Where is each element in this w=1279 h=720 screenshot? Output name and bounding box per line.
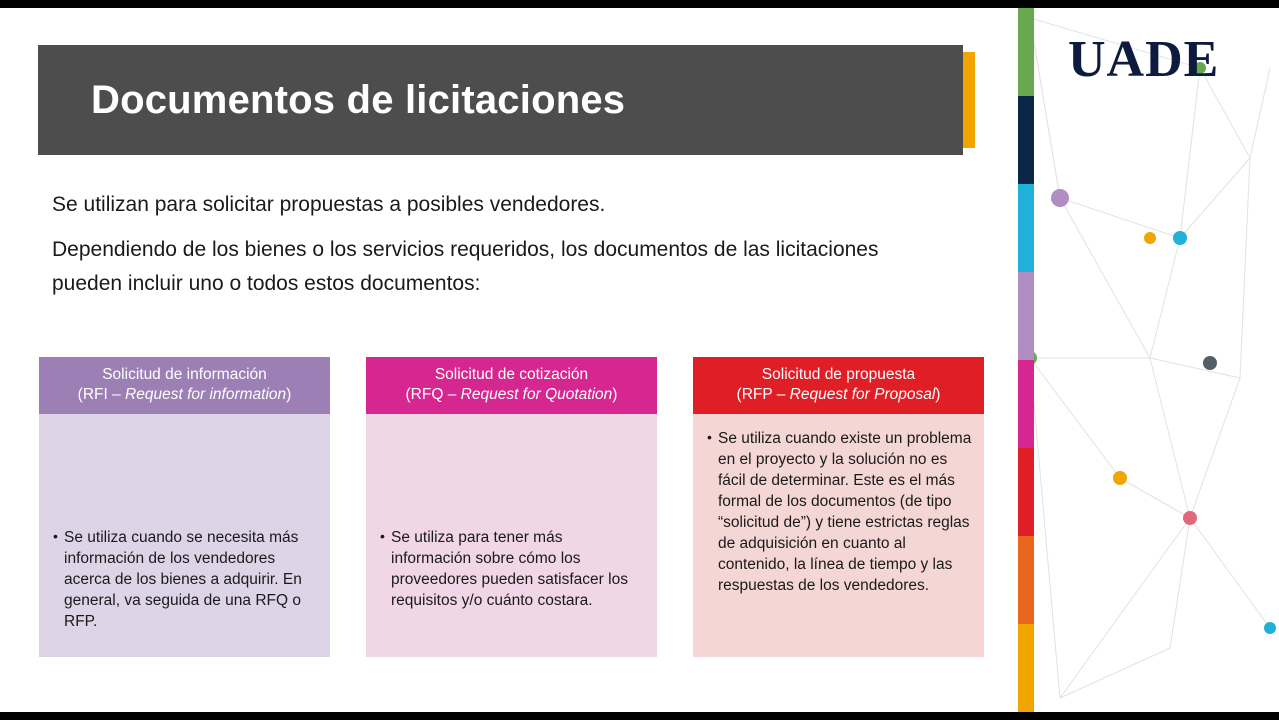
card-rfi-bullet: • Se utiliza cuando se necesita más información de los vendedores acerca de los bienes a adquirir. En general, va seguida de una RFQ o RFP. bbox=[53, 527, 318, 632]
card-rfq-title: Solicitud de cotización bbox=[434, 366, 589, 383]
title-banner bbox=[38, 45, 963, 155]
color-strip-segment bbox=[1018, 8, 1034, 96]
top-black-bar bbox=[0, 0, 1279, 8]
bottom-black-bar bbox=[0, 712, 1279, 720]
color-strip bbox=[1018, 8, 1034, 712]
document-type-cards bbox=[39, 357, 989, 657]
card-rfi-body bbox=[39, 414, 330, 657]
card-rfq bbox=[366, 357, 657, 657]
card-rfi-abbreviation: (RFI – Request for information) bbox=[77, 386, 292, 403]
uade-logo: UADE bbox=[1068, 31, 1220, 88]
page-title: Documentos de licitaciones bbox=[91, 77, 626, 122]
color-strip-segment bbox=[1018, 536, 1034, 624]
card-rfp bbox=[693, 357, 984, 657]
color-strip-segment bbox=[1018, 360, 1034, 448]
card-rfq-bullet: • Se utiliza para tener más información sobre cómo los proveedores pueden satisfacer los requisitos y/o cuánto costara. bbox=[380, 527, 645, 611]
color-strip-segment bbox=[1018, 96, 1034, 184]
intro-paragraph-1: Se utilizan para solicitar propuestas a posibles vendedores. bbox=[52, 193, 606, 216]
title-accent-bar bbox=[963, 52, 975, 148]
card-rfi-header bbox=[39, 357, 330, 414]
color-strip-segment bbox=[1018, 448, 1034, 536]
card-rfp-bullet: • Se utiliza cuando existe un problema en el proyecto y la solución no es fácil de determinar. Este es el más formal de los documentos (de tipo “solicitud de”) y tiene estrictas reglas de adquisición en cuanto al contenido, la línea de tiempo y las respuestas de los vendedores. bbox=[707, 428, 972, 596]
card-rfp-abbreviation: (RFP – Request for Proposal) bbox=[736, 386, 941, 403]
color-strip-segment bbox=[1018, 184, 1034, 272]
card-rfq-body bbox=[366, 414, 657, 657]
card-rfi-title: Solicitud de información bbox=[102, 366, 267, 383]
card-rfq-abbreviation: (RFQ – Request for Quotation) bbox=[405, 386, 618, 403]
intro-paragraph-2: Dependiendo de los bienes o los servicios requeridos, los documentos de las licitaciones pueden incluir uno o todos estos documentos: bbox=[52, 238, 879, 295]
color-strip-segment bbox=[1018, 272, 1034, 360]
card-rfp-title: Solicitud de propuesta bbox=[761, 366, 916, 383]
card-rfi bbox=[39, 357, 330, 657]
card-rfq-header bbox=[366, 357, 657, 414]
color-strip-segment bbox=[1018, 624, 1034, 712]
card-rfp-body bbox=[693, 414, 984, 657]
branding-panel bbox=[1000, 8, 1279, 712]
network-graphic bbox=[1000, 8, 1279, 712]
card-rfp-header bbox=[693, 357, 984, 414]
